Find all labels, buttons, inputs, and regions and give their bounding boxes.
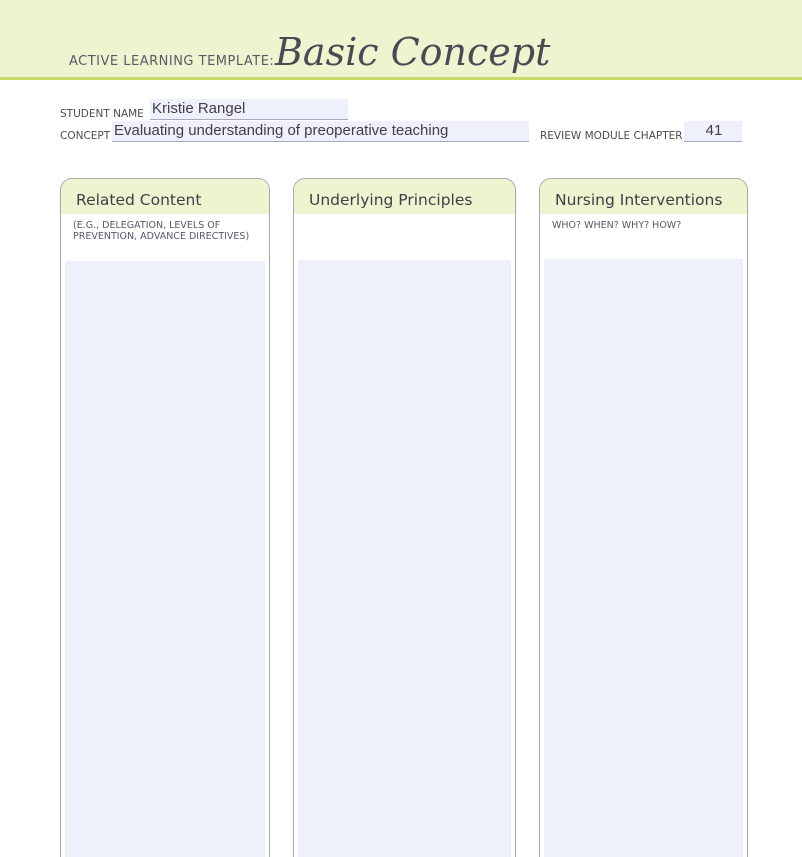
- nursing-interventions-column: [539, 178, 748, 857]
- underlying-principles-title: Underlying Principles: [294, 179, 515, 214]
- template-label: ACTIVE LEARNING TEMPLATE:: [69, 54, 275, 69]
- nursing-interventions-subtitle: WHO? WHEN? WHY? HOW?: [552, 220, 682, 231]
- related-content-subtitle: (E.G., DELEGATION, LEVELS OF PREVENTION, ADVANCE DIRECTIVES): [73, 220, 250, 242]
- student-name-field[interactable]: Kristie Rangel: [150, 99, 348, 120]
- related-content-column: [60, 178, 270, 857]
- concept-label: CONCEPT: [60, 130, 111, 142]
- student-name-label: STUDENT NAME: [60, 108, 144, 120]
- related-content-field[interactable]: [65, 261, 265, 857]
- underlying-principles-field[interactable]: [298, 260, 511, 857]
- related-content-title: Related Content: [61, 179, 269, 214]
- concept-field[interactable]: Evaluating understanding of preoperative teaching: [112, 121, 529, 142]
- template-title: Basic Concept: [275, 30, 551, 74]
- nursing-interventions-field[interactable]: [544, 259, 743, 857]
- underlying-principles-column: [293, 178, 516, 857]
- review-module-chapter-label: REVIEW MODULE CHAPTER: [540, 130, 683, 142]
- review-module-chapter-field[interactable]: 41: [684, 121, 742, 142]
- nursing-interventions-title: Nursing Interventions: [540, 179, 747, 214]
